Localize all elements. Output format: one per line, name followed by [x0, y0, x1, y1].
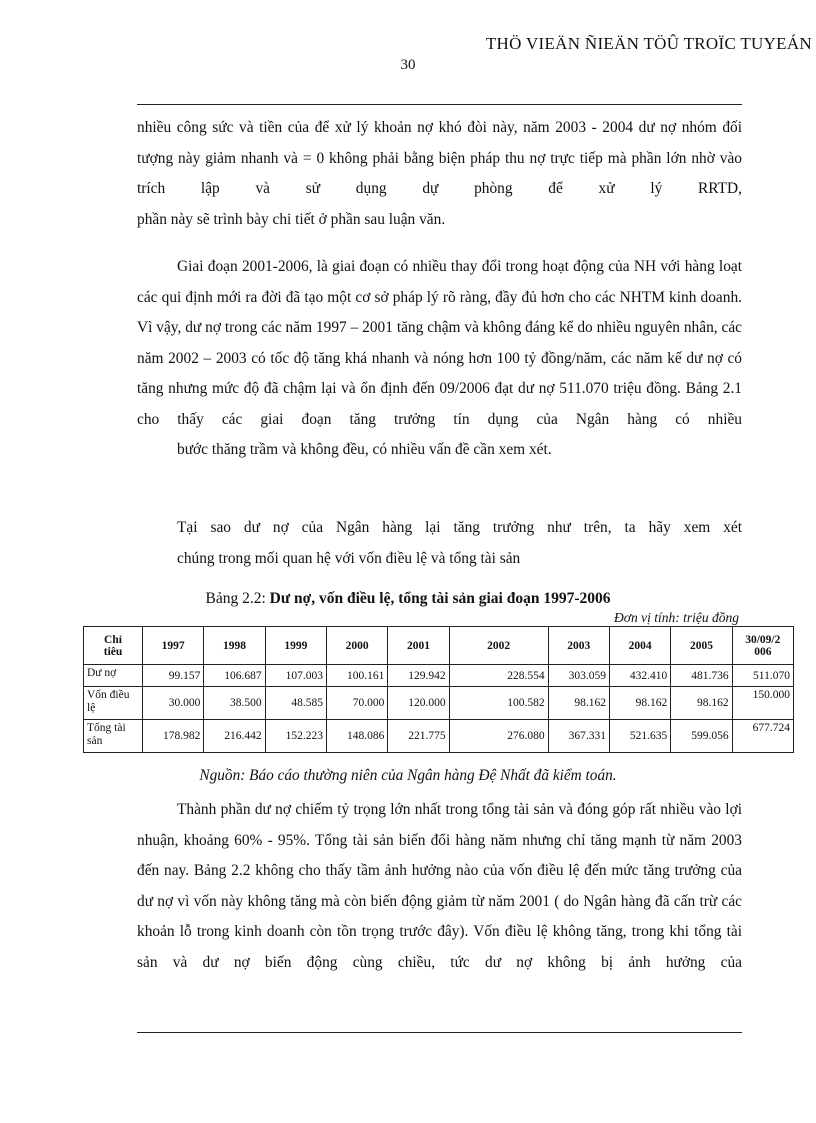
- table-header-cell: 1997: [143, 627, 204, 665]
- table-header-cell: 2004: [609, 627, 670, 665]
- paragraph-2: [137, 252, 742, 466]
- table-cell: 107.003: [265, 665, 326, 687]
- paragraph-1: [137, 113, 742, 235]
- header-rule: [137, 104, 742, 105]
- table-cell: 521.635: [609, 720, 670, 753]
- table-cell: 98.162: [548, 687, 609, 720]
- table-cell: 98.162: [609, 687, 670, 720]
- row-label: Tổng tài sản: [84, 720, 143, 753]
- paragraph-text: Thành phần dư nợ chiếm tỷ trọng lớn nhất trong tổng tài sản và đóng góp rất nhiều vào lợi nhuận, khoảng 60% - 95%. Tổng tài sản biến đổi hàng năm nhưng chỉ tăng mạnh từ năm 2003 đến nay. Bảng 2.2 không cho thấy tầm ảnh hưởng nào của vốn điều lệ đến mức tăng trưởng của dư nợ vì vốn này không tăng mà còn biến động giảm từ năm 2001 ( do Ngân hàng đã cấn trừ các khoản lỗ trong kinh doanh còn tồn trọng trước đây). Vốn điều lệ không tăng, trong khi tổng tài sản và dư nợ biến động cùng chiều, tức dư nợ không bị ảnh hưởng của: [137, 801, 742, 971]
- table-cell: 48.585: [265, 687, 326, 720]
- table-cell: 303.059: [548, 665, 609, 687]
- paragraph-tail: phần này sẽ trình bày chi tiết ở phần sau luận văn.: [137, 210, 446, 228]
- table-row: [84, 665, 794, 687]
- table-cell: 228.554: [449, 665, 548, 687]
- table-cell: 100.582: [449, 687, 548, 720]
- paragraph-tail: chúng trong mối quan hệ với vốn điều lệ và tổng tài sản: [177, 549, 521, 567]
- table-cell: 98.162: [671, 687, 732, 720]
- data-table: [83, 626, 794, 753]
- table-unit: Đơn vị tính: triệu đồng: [614, 610, 739, 625]
- table-header-cell: 2003: [548, 627, 609, 665]
- table-cell: 481.736: [671, 665, 732, 687]
- table-row: [84, 687, 794, 720]
- table-header-cell: 1998: [204, 627, 265, 665]
- paragraph-4: [137, 795, 742, 978]
- row-label: Dư nợ: [84, 665, 143, 687]
- table-header-cell: 1999: [265, 627, 326, 665]
- table-cell: 100.161: [326, 665, 387, 687]
- row-label: Vốn điều lệ: [84, 687, 143, 720]
- table-cell: 38.500: [204, 687, 265, 720]
- table-cell: 677.724: [732, 720, 793, 753]
- table-cell: 276.080: [449, 720, 548, 753]
- table-cell: 178.982: [143, 720, 204, 753]
- table-cell: 221.775: [388, 720, 449, 753]
- paragraph-3: [137, 513, 742, 574]
- table-cell: 599.056: [671, 720, 732, 753]
- running-header-title: THÖ VIEÄN ÑIEÄN TÖÛ TROÏC TUYEÁN: [485, 34, 812, 53]
- table-header-cell: 2001: [388, 627, 449, 665]
- table-cell: 30.000: [143, 687, 204, 720]
- table-cell: 99.157: [143, 665, 204, 687]
- table-row: [84, 720, 794, 753]
- table-cell: 129.942: [388, 665, 449, 687]
- table-header-cell: 2002: [449, 627, 548, 665]
- page-number: 30: [400, 57, 416, 73]
- table-source-note: Nguồn: Báo cáo thường niên của Ngân hàng Đệ Nhất đã kiểm toán.: [199, 767, 617, 784]
- table-caption-prefix: Bảng 2.2:: [205, 590, 270, 607]
- table-cell: 150.000: [732, 687, 793, 720]
- table-cell: 511.070: [732, 665, 793, 687]
- paragraph-text: nhiều công sức và tiền của để xử lý khoản nợ khó đòi này, năm 2003 - 2004 dư nợ nhóm đối tượng này giảm nhanh và = 0 không phải bằng biện pháp thu nợ trực tiếp mà phần lớn nhờ vào trích lập và sử dụng dự phòng để xử lý RRTD,: [137, 119, 742, 197]
- table-cell: 367.331: [548, 720, 609, 753]
- paragraph-text: Tại sao dư nợ của Ngân hàng lại tăng trưởng như trên, ta hãy xem xét: [177, 519, 742, 536]
- table-cell: 106.687: [204, 665, 265, 687]
- table-header-cell: 2005: [671, 627, 732, 665]
- table-cell: 148.086: [326, 720, 387, 753]
- table-header-row: [84, 627, 794, 665]
- table-header-cell: Chỉ tiêu: [84, 627, 143, 665]
- table-header-cell: 30/09/2 006: [732, 627, 793, 665]
- table-cell: 152.223: [265, 720, 326, 753]
- table-caption-title: Dư nợ, vốn điều lệ, tổng tài sản giai đoạn 1997-2006: [269, 590, 611, 607]
- paragraph-tail: bước thăng trầm và không đều, có nhiều vấn đề cần xem xét.: [177, 441, 552, 458]
- paragraph-text: Giai đoạn 2001-2006, là giai đoạn có nhiều thay đổi trong hoạt động của NH với hàng loạt các qui định mới ra đời đã tạo một cơ sở pháp lý rõ ràng, đầy đủ hơn cho các NHTM kinh doanh. Vì vậy, dư nợ trong các năm 1997 – 2001 tăng chậm và không đáng kể do nhiều nguyên nhân, các năm 2002 – 2003 có tốc độ tăng khá nhanh và nóng hơn 100 tỷ đồng/năm, các năm kế dư nợ có tăng nhưng mức độ đã chậm lại và ổn định đến 09/2006 đạt dư nợ 511.070 triệu đồng. Bảng 2.1 cho thấy các giai đoạn tăng trưởng tín dụng của Ngân hàng có nhiều: [137, 258, 742, 428]
- footer-rule: [137, 1032, 742, 1033]
- table-cell: 216.442: [204, 720, 265, 753]
- table-cell: 432.410: [609, 665, 670, 687]
- table-cell: 120.000: [388, 687, 449, 720]
- table-caption: [0, 590, 816, 608]
- table-header-cell: 2000: [326, 627, 387, 665]
- table-cell: 70.000: [326, 687, 387, 720]
